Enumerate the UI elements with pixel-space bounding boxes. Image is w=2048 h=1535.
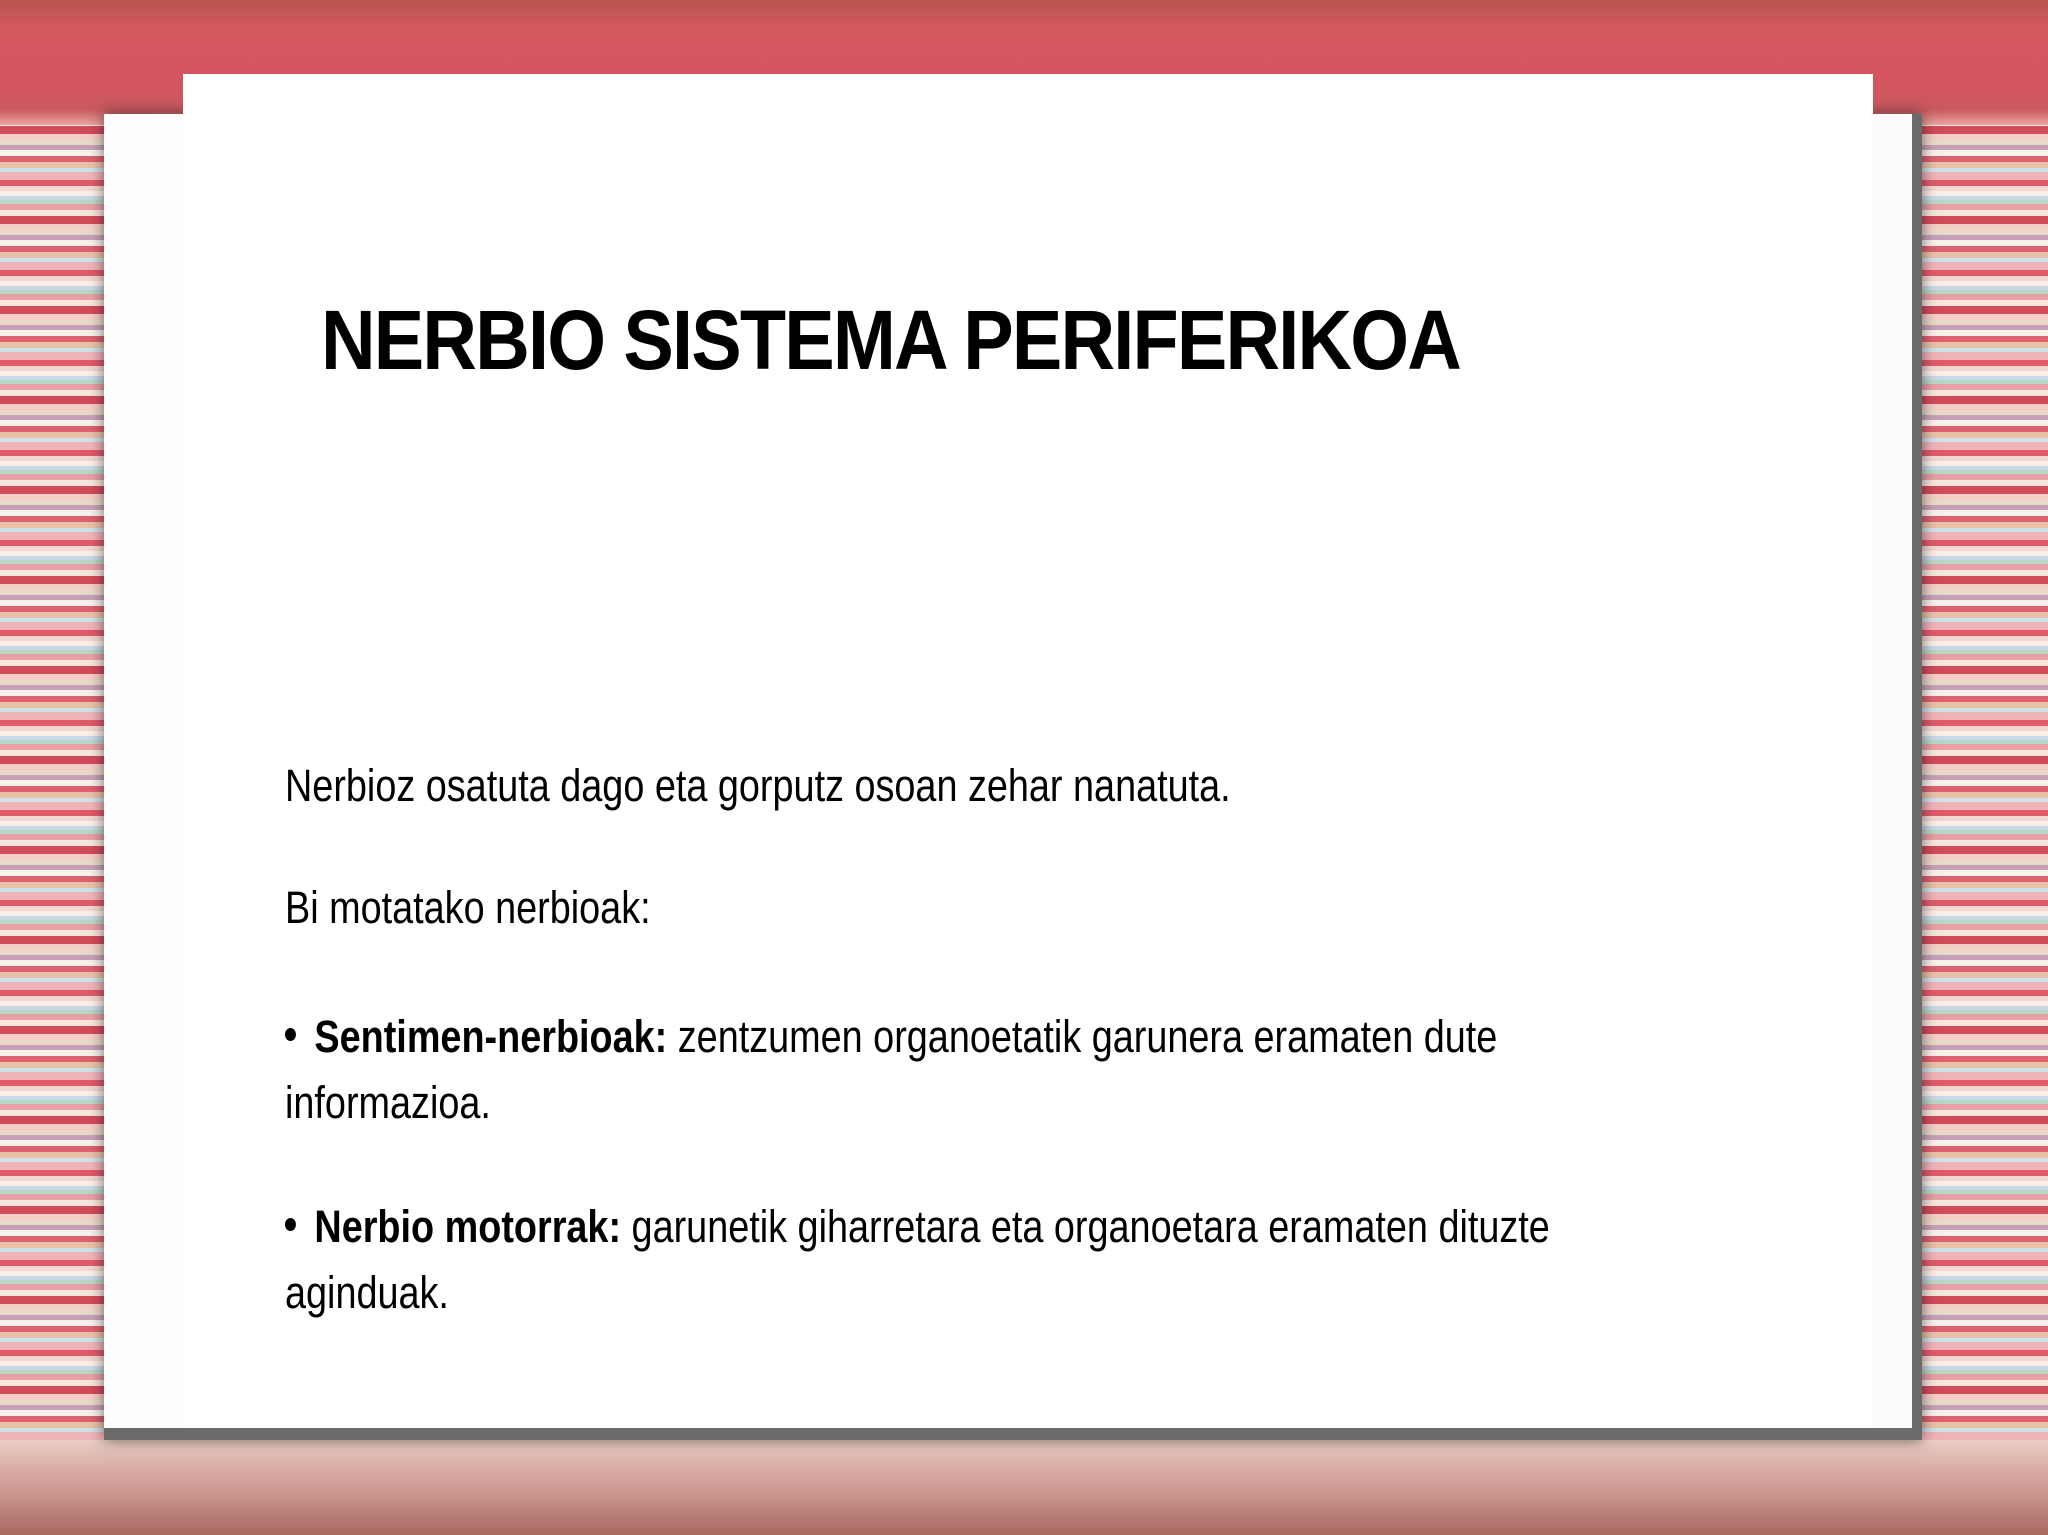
bullet-text-continued: aginduak. bbox=[285, 1267, 449, 1318]
bullet-text-continued: informazioa. bbox=[285, 1077, 491, 1128]
intro-text: Nerbioz osatuta dago eta gorputz osoan zehar nanatuta. bbox=[285, 760, 1231, 811]
bullet-term: Sentimen-nerbioak: bbox=[314, 1011, 668, 1062]
types-lead-text: Bi motatako nerbioak: bbox=[285, 882, 651, 933]
slide-title: NERBIO SISTEMA PERIFERIKOA bbox=[321, 293, 1461, 387]
bottom-band bbox=[0, 1440, 2048, 1535]
bullet-text: garunetik giharretara eta organoetara eramaten dituzte bbox=[621, 1201, 1550, 1252]
bullet-term: Nerbio motorrak: bbox=[314, 1201, 622, 1252]
bullet-icon bbox=[285, 1218, 296, 1231]
bullet-text: zentzumen organoetatik garunera eramaten dute bbox=[667, 1011, 1498, 1062]
bullet-item-motor-nerves bbox=[285, 1194, 1550, 1326]
slide bbox=[183, 74, 1873, 1428]
bullet-icon bbox=[285, 1028, 296, 1041]
bullet-item-sensory-nerves bbox=[285, 1004, 1497, 1136]
